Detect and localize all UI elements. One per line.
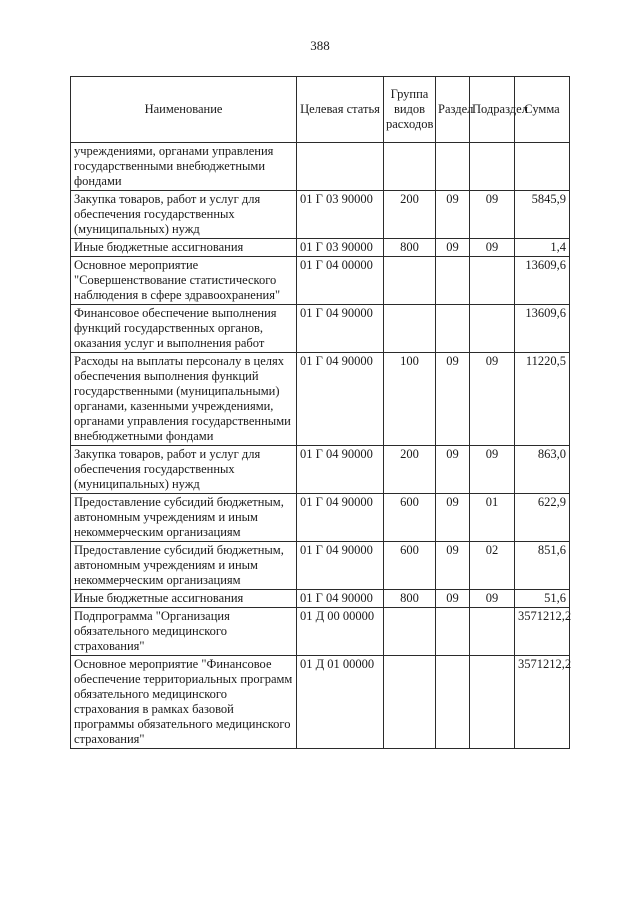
cell-section [436, 257, 470, 305]
table-row [71, 590, 570, 608]
cell-subsection: 02 [470, 542, 515, 590]
cell-name: Подпрограмма "Организация обязательного медицинского страхования" [71, 608, 297, 656]
header-sum: Сумма [515, 77, 570, 143]
table-row [71, 494, 570, 542]
cell-section [436, 305, 470, 353]
budget-table [70, 76, 570, 749]
table-row [71, 542, 570, 590]
cell-section [436, 656, 470, 749]
cell-group [384, 305, 436, 353]
cell-section [436, 608, 470, 656]
cell-section: 09 [436, 494, 470, 542]
cell-target: 01 Г 04 00000 [297, 257, 384, 305]
cell-subsection [470, 305, 515, 353]
table-row [71, 191, 570, 239]
header-group: Группа видов расходов [384, 77, 436, 143]
cell-target: 01 Г 04 90000 [297, 446, 384, 494]
cell-sum: 13609,6 [515, 257, 570, 305]
table-row [71, 656, 570, 749]
cell-group [384, 257, 436, 305]
table-row [71, 446, 570, 494]
cell-subsection: 01 [470, 494, 515, 542]
table-row [71, 353, 570, 446]
cell-section: 09 [436, 191, 470, 239]
cell-subsection: 09 [470, 590, 515, 608]
cell-section: 09 [436, 542, 470, 590]
cell-target: 01 Г 04 90000 [297, 542, 384, 590]
cell-sum: 13609,6 [515, 305, 570, 353]
table-row [71, 608, 570, 656]
cell-subsection: 09 [470, 446, 515, 494]
cell-sum: 3571212,2 [515, 656, 570, 749]
cell-target: 01 Г 03 90000 [297, 239, 384, 257]
cell-name: Предоставление субсидий бюджетным, автономным учреждениям и иным некоммерческим организациям [71, 494, 297, 542]
cell-subsection [470, 143, 515, 191]
table-header-row [71, 77, 570, 143]
cell-target: 01 Г 03 90000 [297, 191, 384, 239]
cell-subsection: 09 [470, 239, 515, 257]
cell-subsection: 09 [470, 191, 515, 239]
cell-name: учреждениями, органами управления государственными внебюджетными фондами [71, 143, 297, 191]
cell-name: Основное мероприятие "Совершенствование статистического наблюдения в сфере здравоохранения" [71, 257, 297, 305]
cell-section: 09 [436, 446, 470, 494]
header-subsection: Подраздел [470, 77, 515, 143]
cell-target: 01 Д 00 00000 [297, 608, 384, 656]
cell-section: 09 [436, 590, 470, 608]
cell-name: Финансовое обеспечение выполнения функций государственных органов, оказания услуг и выполнения работ [71, 305, 297, 353]
cell-target: 01 Г 04 90000 [297, 590, 384, 608]
table-row [71, 239, 570, 257]
cell-section [436, 143, 470, 191]
cell-target: 01 Д 01 00000 [297, 656, 384, 749]
header-name: Наименование [71, 77, 297, 143]
cell-group: 800 [384, 590, 436, 608]
cell-group: 100 [384, 353, 436, 446]
cell-sum: 863,0 [515, 446, 570, 494]
cell-name: Основное мероприятие "Финансовое обеспечение территориальных программ обязательного медицинского страхования в рамках базовой программы обязательного медицинского страхования" [71, 656, 297, 749]
cell-sum [515, 143, 570, 191]
table-row [71, 257, 570, 305]
cell-name: Иные бюджетные ассигнования [71, 239, 297, 257]
page-number: 388 [310, 38, 330, 53]
cell-target: 01 Г 04 90000 [297, 305, 384, 353]
cell-sum: 1,4 [515, 239, 570, 257]
cell-group: 200 [384, 191, 436, 239]
table-row [71, 143, 570, 191]
cell-name: Расходы на выплаты персоналу в целях обеспечения выполнения функций государственными (муниципальными) органами, казенными учреждениями, органами управления государственными внебюджетными фондами [71, 353, 297, 446]
header-section: Раздел [436, 77, 470, 143]
cell-subsection [470, 257, 515, 305]
cell-subsection [470, 656, 515, 749]
cell-section: 09 [436, 353, 470, 446]
cell-target: 01 Г 04 90000 [297, 353, 384, 446]
cell-sum: 3571212,2 [515, 608, 570, 656]
cell-group: 600 [384, 494, 436, 542]
cell-group [384, 656, 436, 749]
cell-subsection: 09 [470, 353, 515, 446]
cell-section: 09 [436, 239, 470, 257]
cell-sum: 51,6 [515, 590, 570, 608]
cell-sum: 11220,5 [515, 353, 570, 446]
cell-sum: 5845,9 [515, 191, 570, 239]
table-row [71, 305, 570, 353]
cell-target [297, 143, 384, 191]
cell-target: 01 Г 04 90000 [297, 494, 384, 542]
cell-name: Иные бюджетные ассигнования [71, 590, 297, 608]
cell-group: 800 [384, 239, 436, 257]
cell-group [384, 608, 436, 656]
cell-sum: 851,6 [515, 542, 570, 590]
header-target: Целевая статья [297, 77, 384, 143]
cell-group: 200 [384, 446, 436, 494]
cell-group [384, 143, 436, 191]
cell-group: 600 [384, 542, 436, 590]
cell-subsection [470, 608, 515, 656]
cell-name: Закупка товаров, работ и услуг для обеспечения государственных (муниципальных) нужд [71, 191, 297, 239]
cell-name: Предоставление субсидий бюджетным, автономным учреждениям и иным некоммерческим организациям [71, 542, 297, 590]
cell-sum: 622,9 [515, 494, 570, 542]
cell-name: Закупка товаров, работ и услуг для обеспечения государственных (муниципальных) нужд [71, 446, 297, 494]
